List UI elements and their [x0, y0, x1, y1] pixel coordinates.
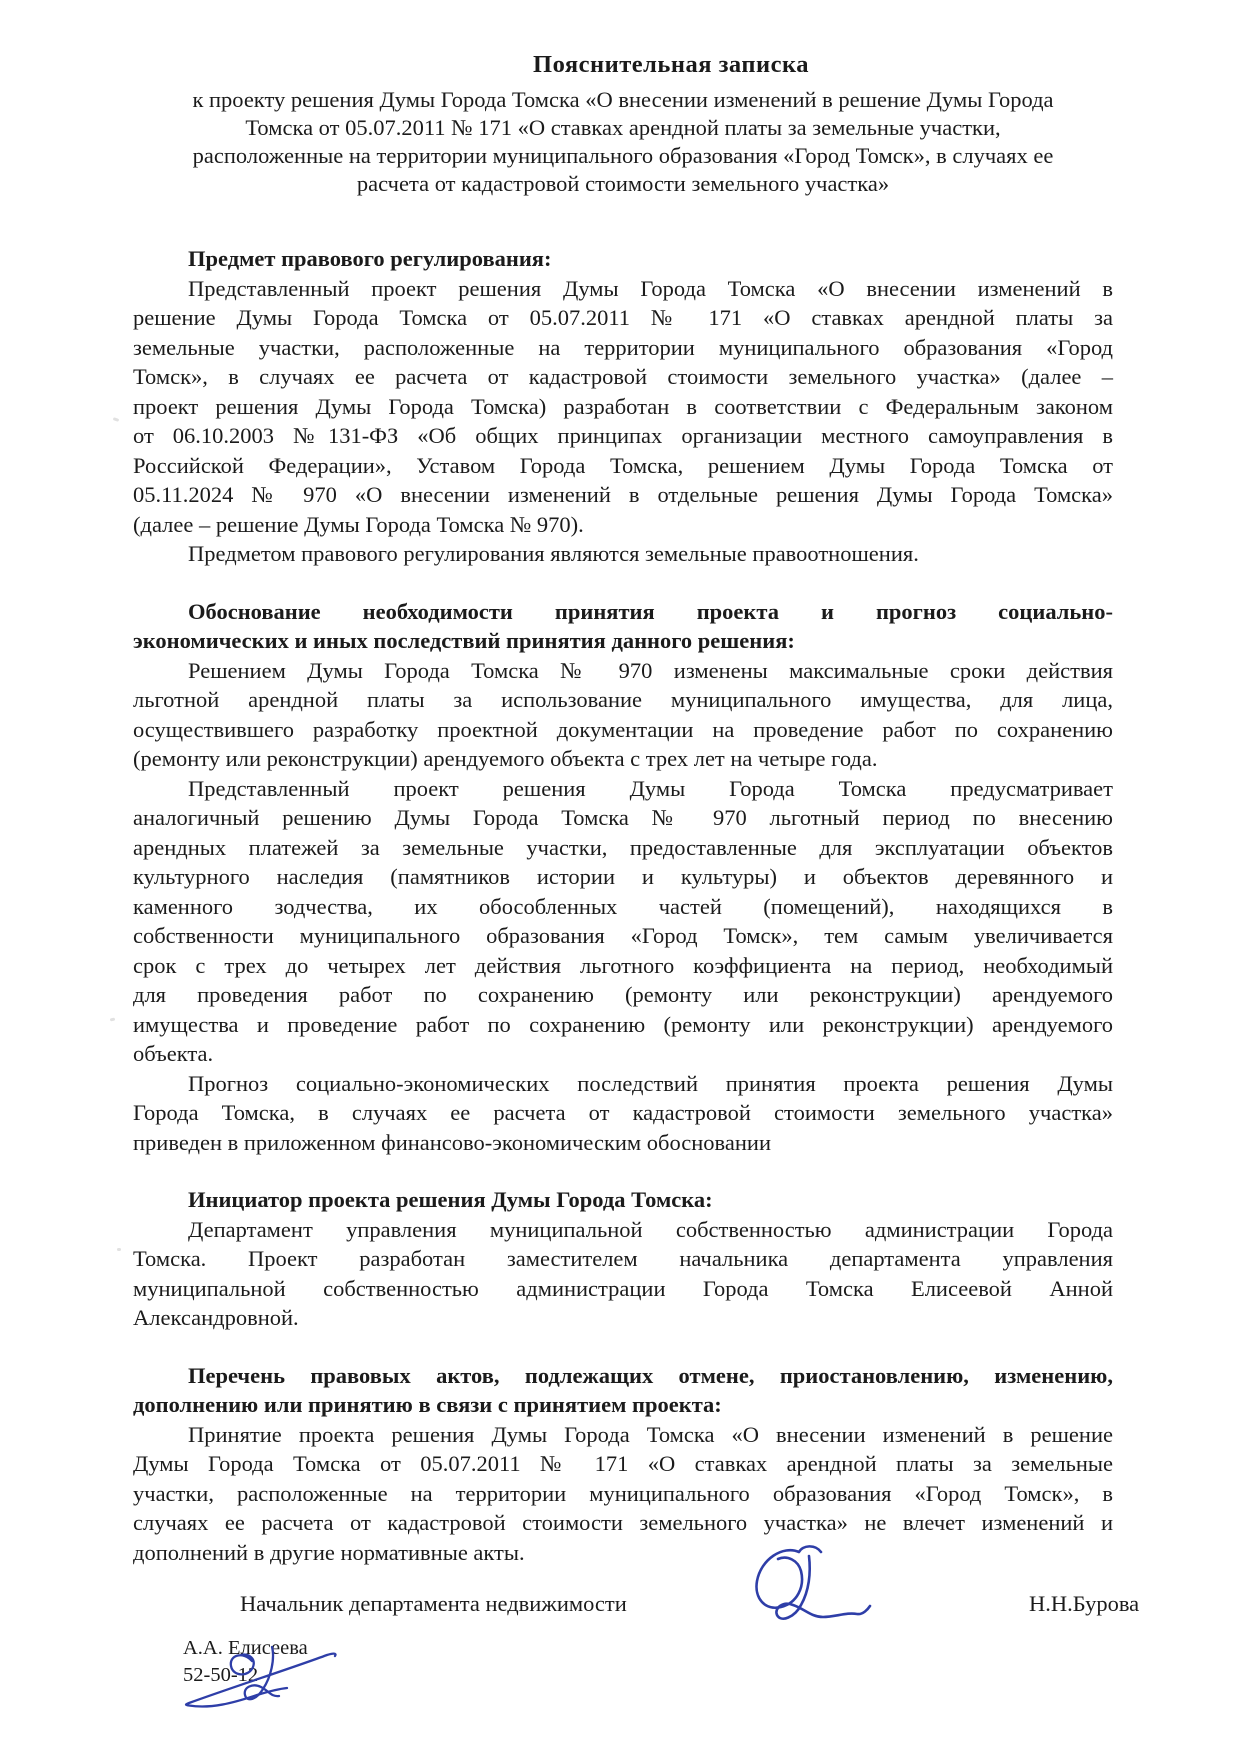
text-line: имущества и проведение работ по сохранению (ремонту или реконструкции) арендуемого — [133, 1011, 1113, 1037]
text-line: Предметом правового регулирования являются земельные правоотношения. — [188, 541, 919, 566]
subtitle-line: к проекту решения Думы Города Томска «О внесении изменений в решение Думы Города — [192, 87, 1054, 112]
doc-sections — [133, 244, 1113, 1567]
text-line: аналогичный решению Думы Города Томска № 970 льготный период по внесению — [133, 805, 1113, 830]
subtitle-line: Томска от 05.07.2011 № 171 «О ставках арендной платы за земельные участки, — [245, 115, 1001, 140]
text-line: Департамент управления муниципальной собственностью администрации Города — [188, 1216, 1113, 1242]
section — [133, 597, 1113, 1158]
text-line: Представленный проект решения Думы Города Томска предусматривает — [188, 775, 1113, 801]
section — [133, 1185, 1113, 1333]
section — [133, 244, 1113, 569]
text-line: Думы Города Томска от 05.07.2011 № 171 «О ставках арендной платы за земельные — [133, 1451, 1113, 1476]
doc-title: Пояснительная записка — [533, 51, 809, 78]
signature-eliseeva-icon — [177, 1639, 349, 1715]
heading-line: Перечень правовых актов, подлежащих отмене, приостановлению, изменению, — [188, 1362, 1113, 1388]
text-line: осуществившего разработку проектной документации на проведение работ по сохранению — [133, 716, 1113, 742]
executor-block — [133, 1635, 1113, 1745]
text-line: дополнений в другие нормативные акты. — [133, 1539, 525, 1565]
text-line: Принятие проекта решения Думы Города Томска «О внесении изменений в решение — [188, 1421, 1113, 1447]
signature-burova-icon — [731, 1543, 873, 1639]
text-line: Решением Думы Города Томска № 970 изменены максимальные сроки действия — [188, 657, 1113, 683]
scan-speck — [113, 417, 120, 422]
executor-phone: 52-50-12 — [183, 1664, 259, 1686]
text-line: Прогноз социально-экономических последствий принятия проекта решения Думы — [188, 1070, 1113, 1096]
scan-speck — [117, 1248, 121, 1251]
text-line: Представленный проект решения Думы Города Томска «О внесении изменений в — [188, 275, 1113, 301]
text-line: (далее – решение Думы Города Томска № 970). — [133, 511, 584, 537]
text-line: Александровной. — [133, 1305, 299, 1330]
document-body — [133, 50, 1140, 1745]
signatory-name: Н.Н.Бурова — [1029, 1591, 1140, 1616]
text-line: решение Думы Города Томска от 05.07.2011 № 171 «О ставках арендной платы за — [133, 305, 1113, 330]
text-line: Российской Федерации», Уставом Города Томска, решением Думы Города Томска от — [133, 452, 1113, 478]
text-line: от 06.10.2003 №131-ФЗ «Об общих принципах организации местного самоуправления в — [133, 423, 1113, 448]
subtitle-line: расчета от кадастровой стоимости земельного участка» — [356, 171, 890, 196]
heading-line: Предмет правового регулирования: — [188, 246, 552, 271]
heading-line: Инициатор проекта решения Думы Города Томска: — [188, 1187, 713, 1212]
text-line: арендных платежей за земельные участки, предоставленные для эксплуатации объектов — [133, 834, 1113, 860]
executor-name: А.А. Елисеева — [183, 1637, 308, 1659]
signatory-position: Начальник департамента недвижимости — [240, 1591, 627, 1616]
text-line: участки, расположенные на территории муниципального образования «Город Томск», в — [133, 1480, 1113, 1506]
text-line: льготной арендной платы за использование муниципального имущества, для лица, — [133, 687, 1113, 712]
text-line: собственности муниципального образования «Город Томск», тем самым увеличивается — [133, 923, 1113, 948]
section — [133, 1361, 1113, 1568]
text-line: муниципальной собственностью администрации Города Томска Елисеевой Анной — [133, 1275, 1113, 1301]
text-line: объекта. — [133, 1041, 214, 1066]
doc-subtitle — [133, 86, 1113, 198]
text-line: приведен в приложенном финансово-экономическим обосновании — [133, 1129, 771, 1155]
text-line: Томска. Проект разработан заместителем начальника департамента управления — [133, 1246, 1113, 1271]
text-line: 05.11.2024 № 970 «О внесении изменений в отдельные решения Думы Города Томска» — [133, 482, 1113, 507]
text-line: для проведения работ по сохранению (ремонту или реконструкции) арендуемого — [133, 982, 1113, 1007]
text-line: случаях ее расчета от кадастровой стоимости земельного участка» не влечет изменений и — [133, 1510, 1113, 1535]
heading-line: экономических и иных последствий принятия данного решения: — [133, 628, 795, 653]
subtitle-line: расположенные на территории муниципального образования «Город Томск», в случаях ее — [192, 143, 1054, 168]
heading-line: дополнению или принятию в связи с принятием проекта: — [133, 1392, 722, 1417]
text-line: срок с трех до четырех лет действия льготного коэффициента на период, необходимый — [133, 952, 1113, 978]
text-line: проект решения Думы Города Томска) разработан в соответствии с Федеральным законом — [133, 393, 1113, 419]
text-line: каменного зодчества, их обособленных частей (помещений), находящихся в — [133, 893, 1113, 919]
text-line: Города Томска, в случаях ее расчета от кадастровой стоимости земельного участка» — [133, 1100, 1113, 1125]
text-line: (ремонту или реконструкции) арендуемого объекта с трех лет на четыре года. — [133, 746, 878, 771]
text-line: земельные участки, расположенные на территории муниципального образования «Город — [133, 334, 1113, 360]
heading-line: Обоснование необходимости принятия проекта и прогноз социально- — [188, 598, 1113, 624]
signature-row — [133, 1589, 1140, 1619]
scan-speck — [110, 1018, 116, 1022]
text-line: Томск», в случаях ее расчета от кадастровой стоимости земельного участка» (далее – — [133, 364, 1113, 389]
text-line: культурного наследия (памятников истории и культуры) и объектов деревянного и — [133, 864, 1113, 889]
